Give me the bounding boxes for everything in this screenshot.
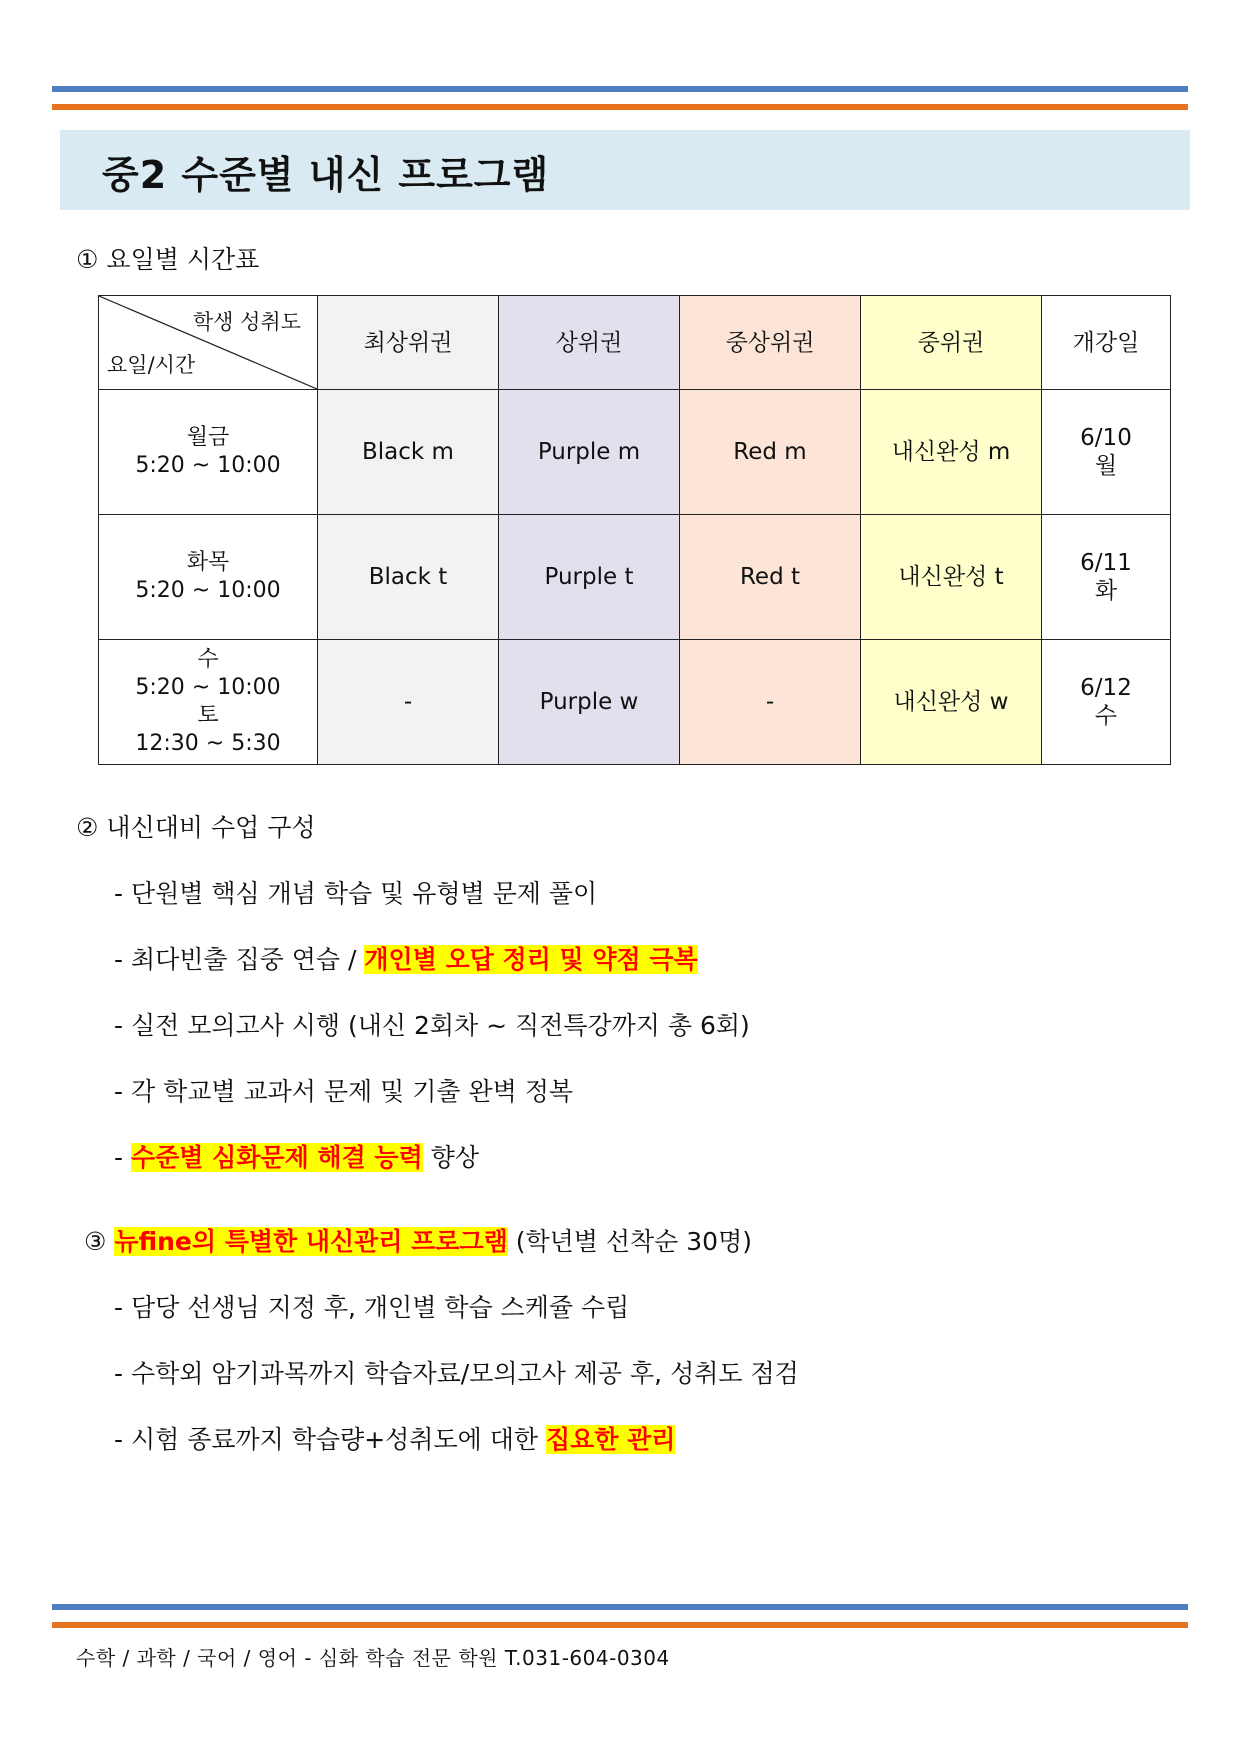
time-cell: 화목 5:20 ~ 10:00 <box>99 515 318 640</box>
time-cell: 월금 5:20 ~ 10:00 <box>99 390 318 515</box>
class-cell: 내신완성 w <box>861 640 1042 765</box>
section1-title: 요일별 시간표 <box>106 245 260 274</box>
section3-title-highlight: 뉴fine의 특별한 내신관리 프로그램 <box>114 1227 508 1256</box>
header-open-date: 개강일 <box>1042 296 1171 390</box>
section3-title-suffix: (학년별 선착순 30명) <box>507 1227 752 1256</box>
title-banner <box>60 130 1190 210</box>
section2-heading <box>76 808 316 844</box>
list-item: - 시험 종료까지 학습량+성취도에 대한 집요한 관리 <box>114 1425 676 1454</box>
list-item: - 최다빈출 집중 연습 / 개인별 오답 정리 및 약점 극복 <box>114 945 698 974</box>
time-cell: 수 5:20 ~ 10:00 토 12:30 ~ 5:30 <box>99 640 318 765</box>
section2-title: 내신대비 수업 구성 <box>106 813 316 842</box>
header-top-level: 최상위권 <box>318 296 499 390</box>
open-date-cell: 6/10 월 <box>1042 390 1171 515</box>
open-date-cell: 6/12 수 <box>1042 640 1171 765</box>
highlight-text: 개인별 오답 정리 및 약점 극복 <box>364 945 698 974</box>
class-cell: Purple t <box>499 515 680 640</box>
bottom-rule-blue <box>52 1604 1188 1610</box>
table-row <box>99 515 1171 640</box>
top-rule-blue <box>52 86 1188 92</box>
section3-number: ③ <box>84 1227 107 1256</box>
top-rule-orange <box>52 104 1188 110</box>
page-title: 중2 수준별 내신 프로그램 <box>102 153 550 197</box>
section2-number: ② <box>76 813 99 842</box>
section1-number: ① <box>76 245 99 274</box>
list-item: - 단원별 핵심 개념 학습 및 유형별 문제 풀이 <box>114 879 598 908</box>
schedule-table <box>98 295 1171 765</box>
list-item: - 담당 선생님 지정 후, 개인별 학습 스케쥴 수립 <box>114 1293 630 1322</box>
class-cell: Black m <box>318 390 499 515</box>
list-item: - 각 학교별 교과서 문제 및 기출 완벽 정복 <box>114 1077 573 1106</box>
bottom-rule-orange <box>52 1622 1188 1628</box>
table-row <box>99 390 1171 515</box>
class-cell: Purple w <box>499 640 680 765</box>
list-item: - 실전 모의고사 시행 (내신 2회차 ~ 직전특강까지 총 6회) <box>114 1011 750 1040</box>
class-cell: - <box>680 640 861 765</box>
header-mid-level: 중위권 <box>861 296 1042 390</box>
class-cell: 내신완성 m <box>861 390 1042 515</box>
achievement-label: 학생 성취도 <box>192 310 301 334</box>
table-row <box>99 640 1171 765</box>
class-cell: Purple m <box>499 390 680 515</box>
section3-heading <box>84 1222 752 1258</box>
open-date-cell: 6/11 화 <box>1042 515 1171 640</box>
class-cell: - <box>318 640 499 765</box>
highlight-text: 수준별 심화문제 해결 능력 <box>130 1143 423 1172</box>
list-item: - 수학외 암기과목까지 학습자료/모의고사 제공 후, 성취도 점검 <box>114 1359 799 1388</box>
table-header-row <box>99 296 1171 390</box>
footer-text: 수학 / 과학 / 국어 / 영어 - 심화 학습 전문 학원 T.031-604-0304 <box>76 1646 670 1670</box>
diagonal-header-cell <box>99 296 318 390</box>
section1-heading <box>76 240 259 276</box>
header-upper-level: 상위권 <box>499 296 680 390</box>
class-cell: 내신완성 t <box>861 515 1042 640</box>
class-cell: Black t <box>318 515 499 640</box>
day-time-label: 요일/시간 <box>107 353 196 377</box>
header-mid-upper-level: 중상위권 <box>680 296 861 390</box>
highlight-text: 집요한 관리 <box>545 1425 676 1454</box>
list-item: - 수준별 심화문제 해결 능력 향상 <box>114 1143 479 1172</box>
class-cell: Red m <box>680 390 861 515</box>
class-cell: Red t <box>680 515 861 640</box>
